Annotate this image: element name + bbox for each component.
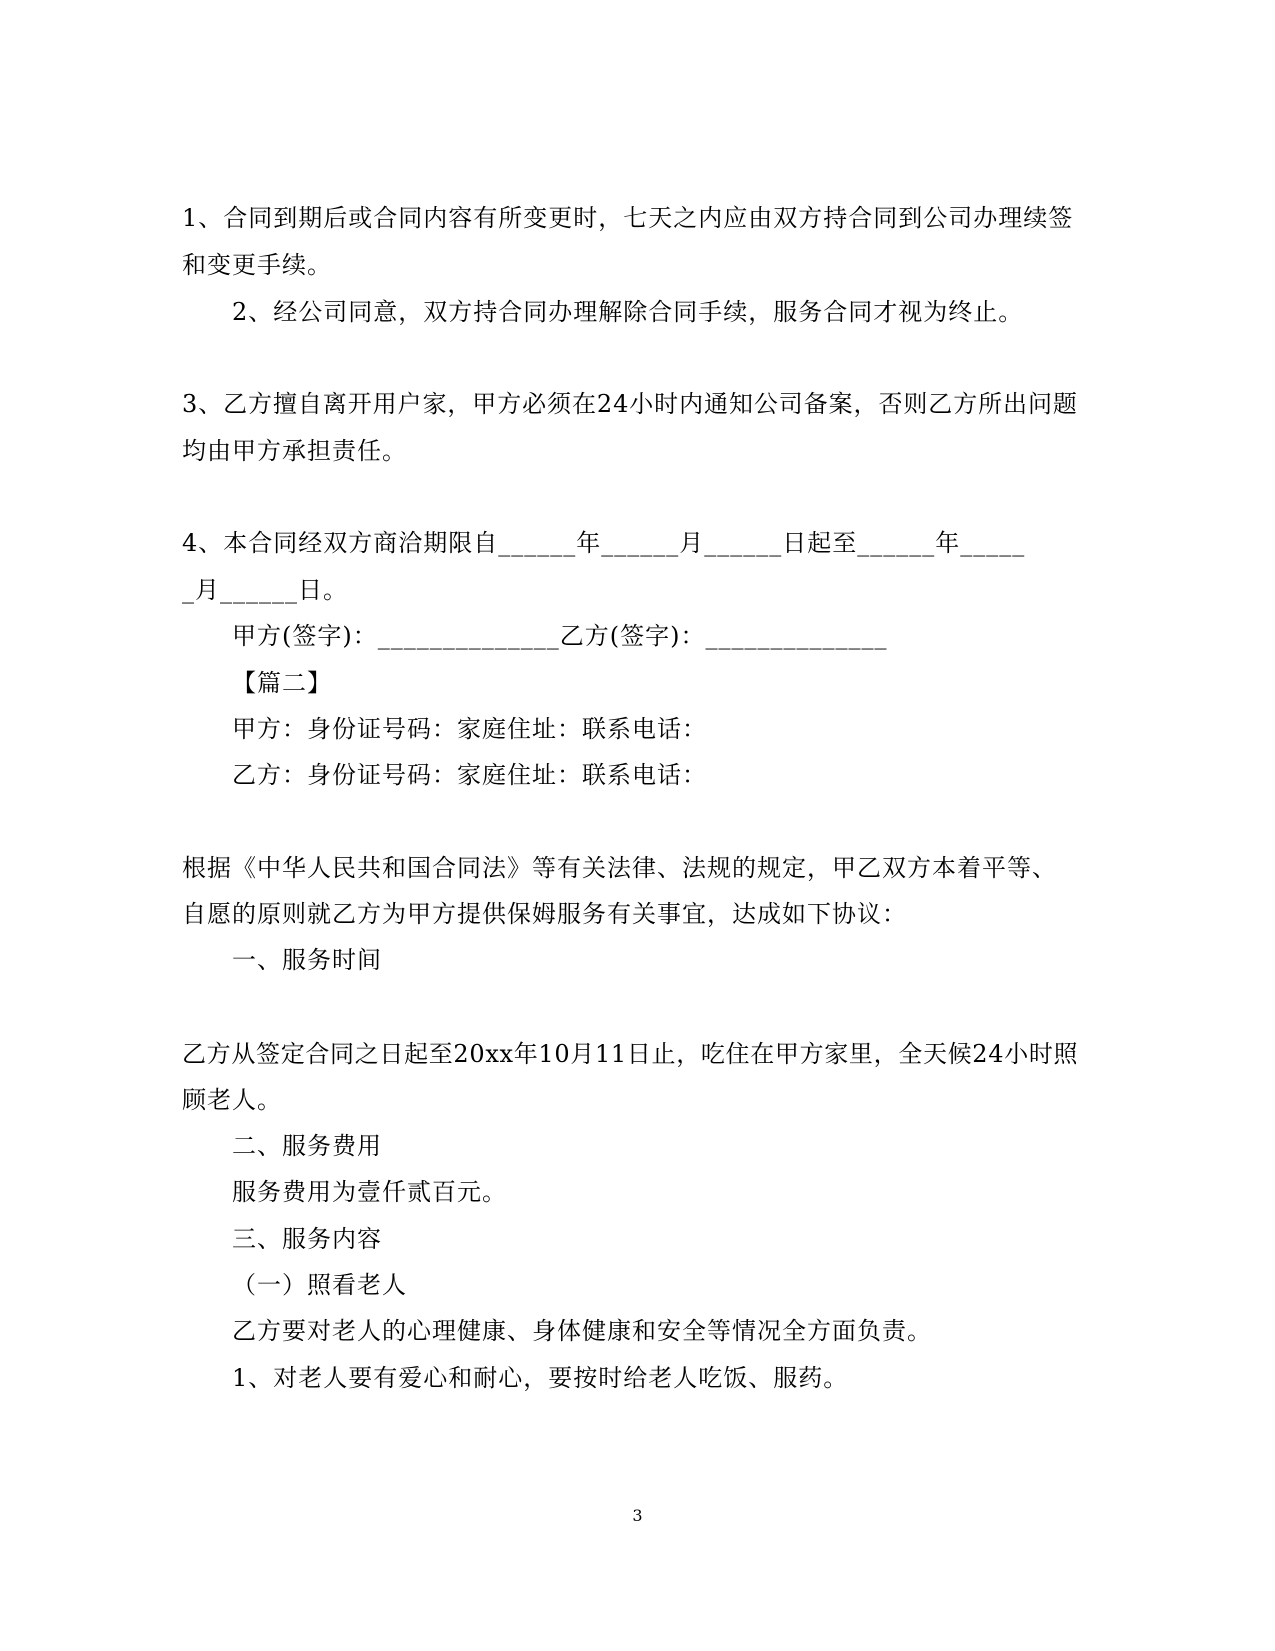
party-b-info: 乙方：身份证号码：家庭住址：联系电话： <box>232 761 707 789</box>
page-number: 3 <box>632 1506 643 1525</box>
heading-service-fee: 二、服务费用 <box>232 1132 382 1160</box>
clause-1-line-2: 和变更手续。 <box>182 251 332 279</box>
clause-3-line-1: 3、乙方擅自离开用户家，甲方必须在24小时内通知公司备案，否则乙方所出问题 <box>182 390 1078 418</box>
service-time-line-2: 顾老人。 <box>182 1086 282 1114</box>
service-fee-text: 服务费用为壹仟贰百元。 <box>232 1178 507 1206</box>
signature-line: 甲方(签字)：______________乙方(签字)：______________ <box>232 622 888 650</box>
heading-service-content: 三、服务内容 <box>232 1225 382 1253</box>
clause-1-line-1: 1、合同到期后或合同内容有所变更时，七天之内应由双方持合同到公司办理续签 <box>182 204 1074 232</box>
preamble-line-2: 自愿的原则就乙方为甲方提供保姆服务有关事宜，达成如下协议： <box>182 900 907 928</box>
clause-4-line-1: 4、本合同经双方商洽期限自______年______月______日起至______年_____ <box>182 529 1026 557</box>
elderly-care-item-1: 1、对老人要有爱心和耐心，要按时给老人吃饭、服药。 <box>232 1364 849 1392</box>
clause-4-line-2: _月______日。 <box>182 576 348 604</box>
subheading-elderly-care: （一）照看老人 <box>232 1271 407 1299</box>
clause-2: 2、经公司同意，双方持合同办理解除合同手续，服务合同才视为终止。 <box>232 298 1024 326</box>
section-heading-part-two: 【篇二】 <box>232 669 332 697</box>
elderly-care-responsibility: 乙方要对老人的心理健康、身体健康和安全等情况全方面负责。 <box>232 1317 932 1345</box>
heading-service-time: 一、服务时间 <box>232 946 382 974</box>
clause-3-line-2: 均由甲方承担责任。 <box>182 437 407 465</box>
preamble-line-1: 根据《中华人民共和国合同法》等有关法律、法规的规定，甲乙双方本着平等、 <box>182 854 1057 882</box>
party-a-info: 甲方：身份证号码：家庭住址：联系电话： <box>232 715 707 743</box>
service-time-line-1: 乙方从签定合同之日起至20xx年10月11日止，吃住在甲方家里，全天候24小时照 <box>182 1040 1079 1068</box>
